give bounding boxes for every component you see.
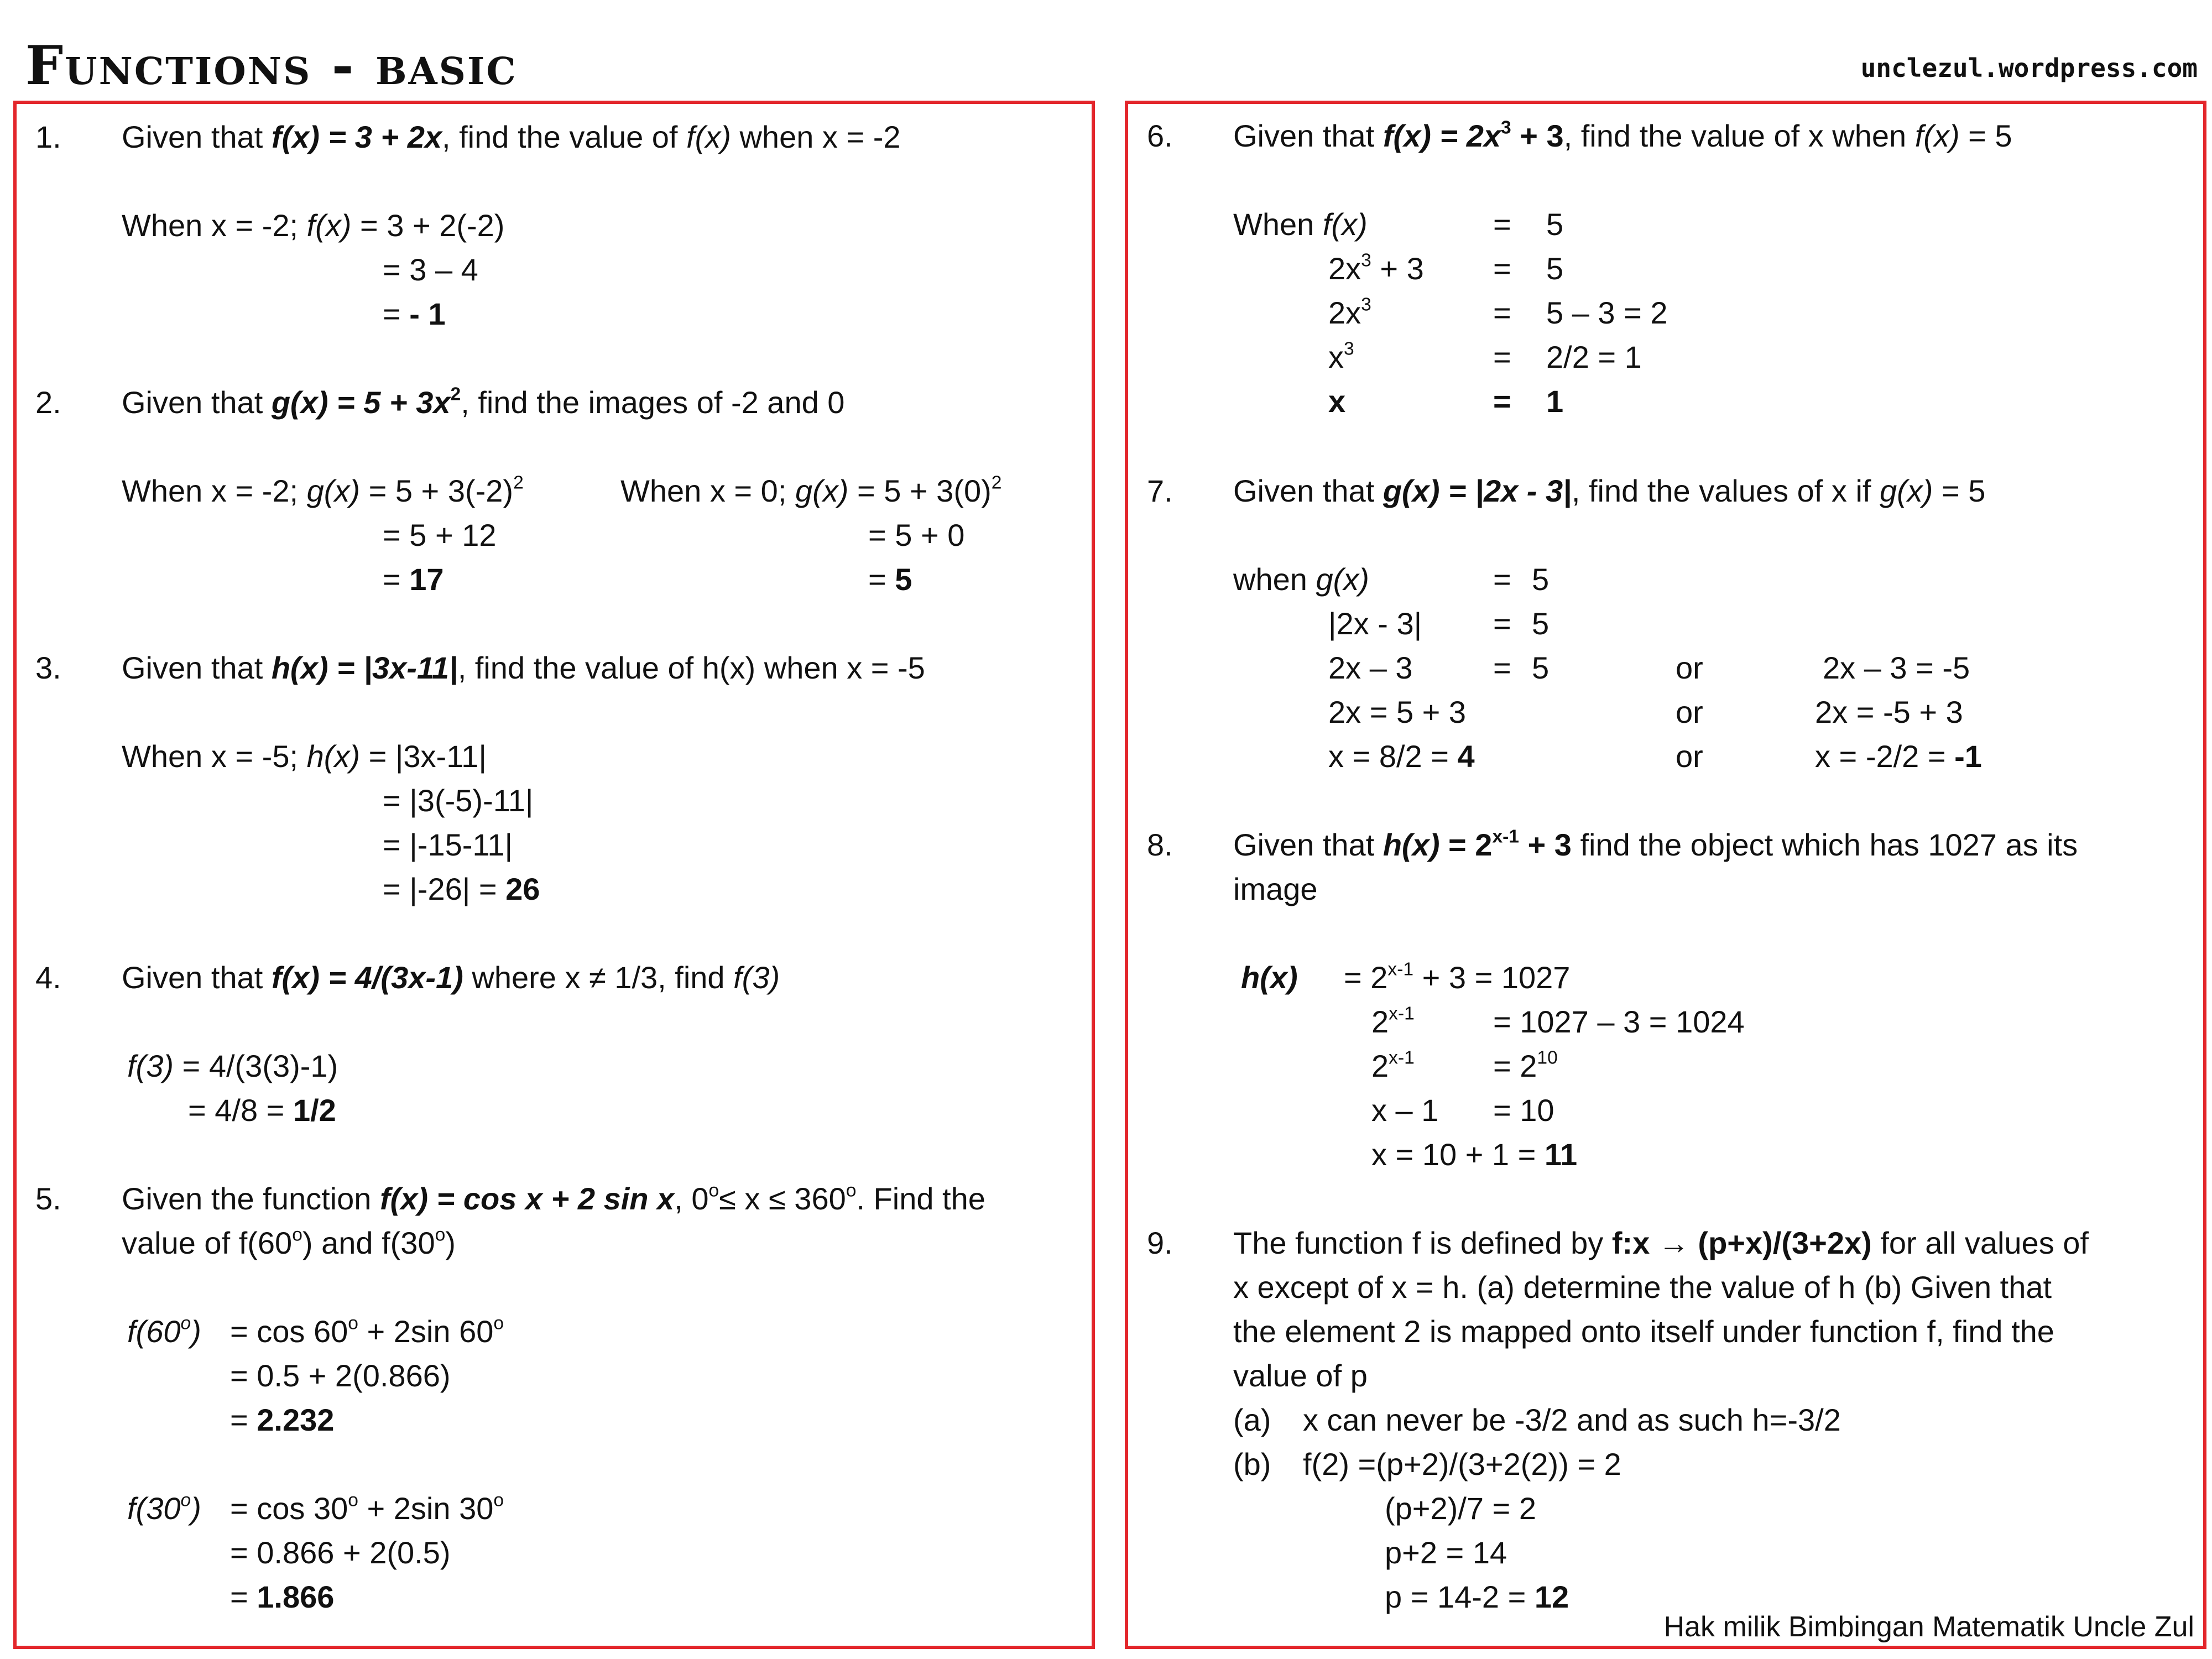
q6-number: 6. [1147, 118, 1173, 153]
q5-a-step-1: = $\cos 60^o + 2\sin$ 60$^o$ [230, 1313, 504, 1349]
site-url: unclezul.wordpress.com [1860, 53, 2198, 83]
q2-a-answer: = 17 [383, 562, 444, 597]
page-title: Functions - basic [25, 34, 518, 97]
q7-equals: = [1493, 606, 1511, 641]
q5-a-step-2: = 0.5 + 2(0.866) [230, 1358, 451, 1393]
q7-equals: = [1493, 650, 1511, 685]
q6-equals: = [1493, 384, 1511, 419]
q1-step-2: = 3 – 4 [383, 252, 478, 287]
q9-prompt-line-1: The function f is defined by f:x → (p+x)/(3+2x) for all values of [1233, 1225, 2089, 1260]
q6-left-1: When f(x) [1233, 207, 1368, 242]
q3-answer: = |-26| = 26 [383, 872, 540, 906]
q7-equals: = [1493, 562, 1511, 597]
q6-prompt: Given that $f(x) = 2x^3 + 3$, find the value of x when f(x) = 5 [1233, 117, 2012, 153]
q2-b-step-2: = 5 + 0 [868, 518, 965, 552]
q7-left-2: |2x - 3| [1328, 606, 1422, 641]
q4-step-1: f(3) = 4/(3(3)-1) [127, 1048, 338, 1083]
q9-number: 9. [1147, 1225, 1173, 1260]
q9-prompt-line-4: value of p [1233, 1358, 1368, 1393]
q5-prompt-line-1: Given the function f(x) = cos x + 2 sin x, $0^o\le x \le 360^o$. Find the [122, 1180, 985, 1216]
q8-step-4-left: x – 1 [1371, 1093, 1439, 1128]
q6-right-1: 5 [1546, 207, 1564, 242]
q7-left-answer: x = 8/2 = 4 [1328, 739, 1475, 774]
q8-answer: x = 10 + 1 = 11 [1371, 1137, 1578, 1172]
q8-number: 8. [1147, 827, 1173, 862]
q5-b-label: f(30$^o$) [127, 1490, 201, 1526]
q8-label: h(x) [1241, 960, 1298, 995]
q7-alt-answer: x = -2/2 = -1 [1815, 739, 1982, 774]
q7-left-4: 2x = 5 + 3 [1328, 695, 1467, 729]
copyright-footer: Hak milik Bimbingan Matematik Uncle Zul [1663, 1611, 2194, 1643]
q3-prompt: Given that h(x) = |3x-11|, find the value of h(x) when x = -5 [122, 650, 925, 685]
q9-prompt-line-3: the element 2 is mapped onto itself under function f, find the [1233, 1314, 2054, 1349]
q2-b-step-1: When x = 0; $g(x) = 5 + 3(0)^2$ [620, 472, 1002, 508]
q6-left-4: $x^3$ [1328, 338, 1354, 374]
q7-alt-1: 2x – 3 = -5 [1823, 650, 1970, 685]
q9-part-b-label: (b) [1233, 1447, 1271, 1481]
q6-equals: = [1493, 295, 1511, 330]
q6-left-3: $2x^3$ [1328, 294, 1371, 330]
q6-left-5: x [1328, 384, 1346, 419]
q5-b-answer: = 1.866 [230, 1579, 335, 1614]
q9-part-a: x can never be -3/2 and as such h=-3/2 [1303, 1402, 1841, 1437]
q5-b-step-1: = $\cos 30^o + 2\sin$ 30$^o$ [230, 1490, 504, 1526]
q2-a-step-2: = 5 + 12 [383, 518, 497, 552]
q6-right-4: 2/2 = 1 [1546, 340, 1642, 374]
q3-step-3: = |-15-11| [383, 827, 513, 862]
q2-b-answer: = 5 [868, 562, 912, 597]
q9-part-b-step-3: p+2 = 14 [1385, 1535, 1507, 1570]
q5-a-answer: = 2.232 [230, 1402, 335, 1437]
q3-step-1: When x = -5; h(x) = |3x-11| [122, 739, 487, 774]
q5-b-step-2: = 0.866 + 2(0.5) [230, 1535, 451, 1570]
q1-step-1: When x = -2; f(x) = 3 + 2(-2) [122, 208, 505, 243]
q6-right-2: 5 [1546, 251, 1564, 286]
q8-step-1: = $2^{x-1} + 3 = 1027$ [1344, 959, 1571, 995]
q9-part-b-step-2: (p+2)/7 = 2 [1385, 1491, 1536, 1526]
q2-prompt: Given that $g(x) = 5 + 3x^2$, find the images of -2 and 0 [122, 384, 845, 420]
q5-prompt-line-2: value of f(60$^o$) and f(30$^o$) [122, 1224, 456, 1260]
q4-prompt: Given that f(x) = 4/(3x-1) where x ≠ 1/3, find f(3) [122, 960, 780, 995]
q2-a-step-1: When x = -2; $g(x) = 5 + 3(-2)^2$ [122, 472, 524, 508]
q5-number: 5. [35, 1181, 61, 1216]
left-panel [13, 101, 1095, 1649]
q8-step-2-left: 2$^{x-1}$ [1371, 1003, 1415, 1039]
q8-prompt-line-1: Given that $h(x) = 2^{x-1} + 3$ find the object which has 1027 as its [1233, 826, 2078, 862]
q7-or: or [1676, 650, 1703, 685]
q6-equals: = [1493, 340, 1511, 374]
q1-number: 1. [35, 119, 61, 154]
q9-prompt-line-2: x except of x = h. (a) determine the value of h (b) Given that [1233, 1270, 2052, 1305]
q1-answer: = - 1 [383, 296, 446, 331]
q8-prompt-line-2: image [1233, 872, 1318, 906]
q3-number: 3. [35, 650, 61, 685]
q5-a-label: f(60$^o$) [127, 1313, 201, 1349]
q8-step-2-right: = 1027 – 3 = 1024 [1493, 1004, 1745, 1039]
q3-step-2: = |3(-5)-11| [383, 783, 534, 818]
q6-answer: 1 [1546, 384, 1564, 419]
q6-left-2: $2x^3 + 3$ [1328, 250, 1424, 286]
q7-right-1: 5 [1532, 562, 1550, 597]
q1-prompt: Given that f(x) = 3 + 2x, find the value of f(x) when x = -2 [122, 119, 901, 154]
q9-answer: p = 14-2 = 12 [1385, 1579, 1569, 1614]
q7-or: or [1676, 739, 1703, 774]
q8-step-4-right: = 10 [1493, 1093, 1554, 1128]
q7-right-3: 5 [1532, 650, 1550, 685]
q7-left-3: 2x – 3 [1328, 650, 1413, 685]
q6-equals: = [1493, 251, 1511, 286]
q7-left-1: when g(x) [1233, 562, 1369, 597]
q2-number: 2. [35, 385, 61, 420]
q7-or: or [1676, 695, 1703, 729]
q4-answer: = 4/8 = 1/2 [188, 1093, 336, 1128]
q6-right-3: 5 – 3 = 2 [1546, 295, 1668, 330]
q8-step-3-left: 2$^{x-1}$ [1371, 1047, 1415, 1083]
q7-right-2: 5 [1532, 606, 1550, 641]
q7-number: 7. [1147, 473, 1173, 508]
q6-equals: = [1493, 207, 1511, 242]
q4-number: 4. [35, 960, 61, 995]
q8-step-3-right: = $2^{10}$ [1493, 1047, 1558, 1083]
q7-prompt: Given that g(x) = |2x - 3|, find the values of x if g(x) = 5 [1233, 473, 1986, 508]
q9-part-b-step-1: f(2) =(p+2)/(3+2(2)) = 2 [1303, 1447, 1621, 1481]
q7-alt-2: 2x = -5 + 3 [1815, 695, 1963, 729]
q9-part-a-label: (a) [1233, 1402, 1271, 1437]
